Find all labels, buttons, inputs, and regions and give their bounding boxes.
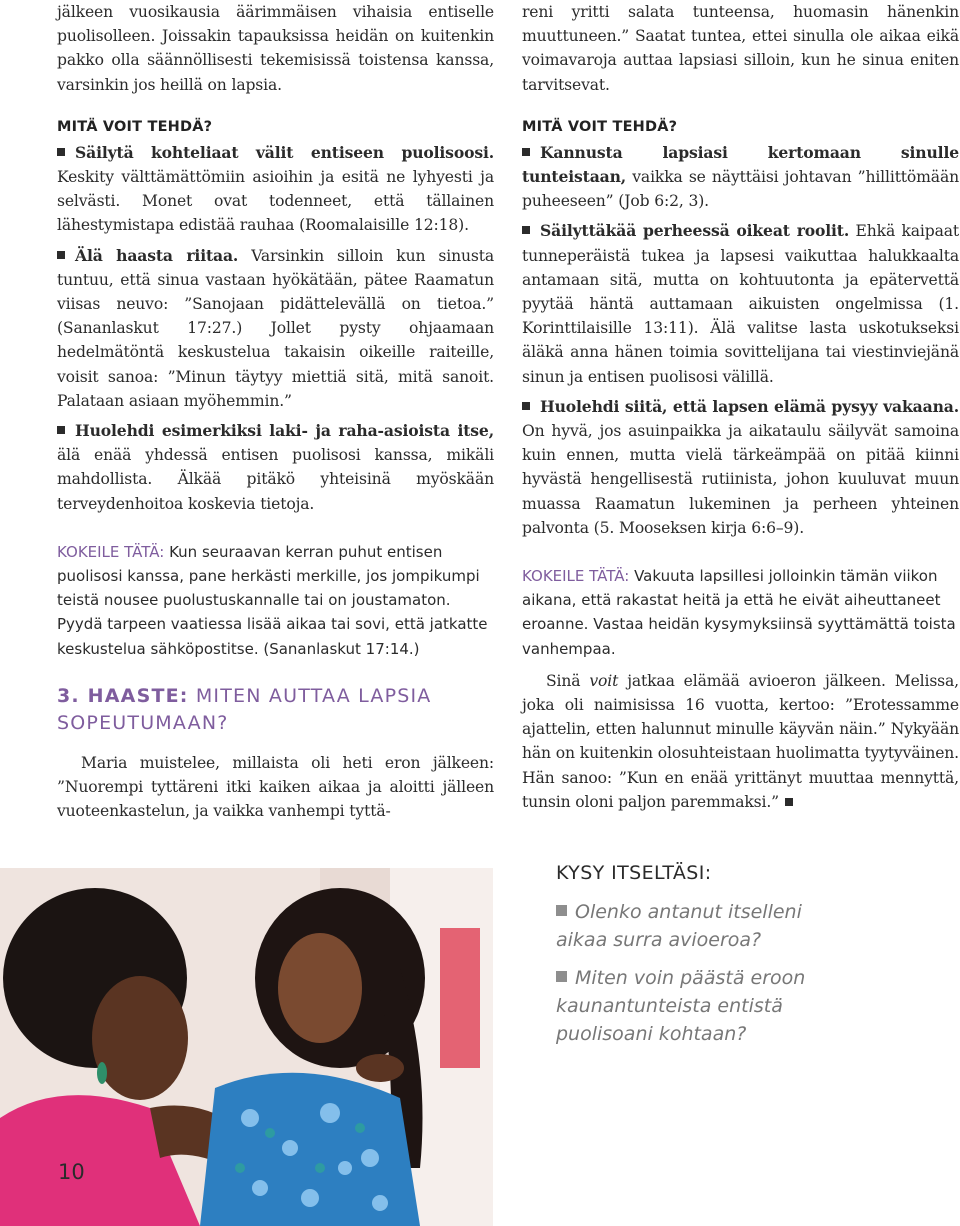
bullet-lead: Kannusta lapsiasi kertomaan sinulle tunteistaan,	[522, 142, 959, 187]
left-bullet-2	[57, 244, 494, 413]
right-bullet-2	[522, 219, 959, 388]
bullet-square-icon	[556, 905, 567, 916]
ask-question-1	[556, 898, 856, 954]
right-bullet-1	[522, 141, 959, 214]
page-number: 10	[58, 1160, 85, 1184]
closing-emphasis: voit	[589, 671, 619, 690]
closing-post: jatkaa elämää avioeron jälkeen. Melissa, joka oli naimisissa 16 vuotta, kertoo: ”Erotessamme ajattelin, etten halunnut minulle käyvän näin.” Nykyään hän on kuitenkin olosuhteistaan huolimatta tyytyväinen. Hän sanoo: ”Kun en enää yrittänyt muuttaa mennyttä, tunsin oloni paljon paremmaksi.”	[522, 671, 959, 811]
maria-paragraph: Maria muistelee, millaista oli heti eron jälkeen: ”Nuorempi tyttäreni itki kaiken aikaa ja aloitti jälleen vuoteenkastelun, ja vaikka vanhempi tyttä-	[57, 753, 494, 821]
right-try-this-box	[522, 564, 959, 661]
left-column	[57, 0, 494, 823]
left-intro-paragraph: jälkeen vuosikausia äärimmäisen vihaisia entiselle puolisolleen. Joissakin tapauksissa heidän on kuitenkin pakko olla säännöllisesti tekemisissä toistensa kanssa, varsinkin jos heillä on lapsia.	[57, 3, 494, 94]
bullet-text: On hyvä, jos asuinpaikka ja aikataulu säilyvät samoina kuin ennen, mutta vielä tärkeämpää on pitää kiinni hyvästä hengellisestä rutiinista, johon kuuluvat muun muassa Raamatun lukeminen ja perheen yhteinen palvonta (5. Mooseksen kirja 6:6–9).	[522, 422, 959, 537]
bullet-lead: Huolehdi esimerkiksi laki- ja raha-asioista itse,	[75, 421, 494, 441]
challenge-heading	[57, 683, 494, 737]
bullet-square-icon	[556, 971, 567, 982]
ask-yourself-title: KYSY ITSELTÄSI:	[556, 862, 712, 884]
challenge-number: 3. HAASTE:	[57, 684, 189, 707]
bullet-text: Varsinkin silloin kun sinusta tuntuu, että sinua vastaan hyökätään, pätee Raamatun viisas neuvo: ”Sanojaan pidättelevällä on tietoa.” (Sananlaskut 17:27.) Jollet pysty ohjaamaan hedelmätöntä keskustelua takaisin oikeille raiteille, voisit sanoa: ”Minun täytyy miettiä sitä, mitä sanoit. Palataan asiaan myöhemmin.”	[57, 246, 494, 410]
bullet-square-icon	[57, 251, 65, 259]
bullet-text: Keskity välttämättömiin asioihin ja esitä ne lyhyesti ja selvästi. Monet ovat todenneet, että tällainen lähestymistapa edistää rauhaa (Roomalaisille 12:18).	[57, 168, 494, 235]
bullet-lead: Säilyttäkää perheessä oikeat roolit.	[540, 221, 850, 241]
left-section-heading: MITÄ VOIT TEHDÄ?	[57, 118, 213, 135]
try-this-label: KOKEILE TÄTÄ:	[522, 567, 630, 586]
challenge-title: MITEN AUTTAA LAPSIA SOPEUTUMAAN?	[57, 684, 432, 734]
right-bullet-3	[522, 395, 959, 540]
bullet-text: älä enää yhdessä entisen puolisosi kanssa, mikäli mahdollista. Älkää pitäkö yhteisinä myöskään terveydenhoitoa koskevia tietoja.	[57, 446, 494, 513]
closing-pre: Sinä	[546, 671, 590, 690]
left-bullet-3	[57, 419, 494, 516]
bullet-square-icon	[522, 148, 530, 156]
bullet-square-icon	[57, 148, 65, 156]
ask-question-2	[556, 964, 856, 1048]
ask-yourself-box	[556, 862, 856, 1058]
ask-question-text: Miten voin päästä eroon kaunantunteista entistä puolisoani kohtaan?	[556, 967, 806, 1045]
ask-question-text: Olenko antanut itselleni aikaa surra avioeroa?	[556, 901, 802, 951]
left-bullet-1	[57, 141, 494, 238]
bullet-text: vaikka se näyttäisi johtavan ”hillittömään puheeseen” (Job 6:2, 3).	[522, 168, 959, 211]
try-this-label: KOKEILE TÄTÄ:	[57, 542, 165, 561]
right-intro-paragraph: reni yritti salata tunteensa, huomasin hänenkin muuttuneen.” Saatat tuntea, ettei sinulla ole aikaa eikä voimavaroja auttaa lapsiasi silloin, kun he sinua eniten tarvitsevat.	[522, 3, 959, 94]
bullet-lead: Älä haasta riitaa.	[75, 245, 239, 265]
right-section-heading: MITÄ VOIT TEHDÄ?	[522, 118, 678, 135]
bullet-square-icon	[522, 226, 530, 234]
end-mark-icon	[785, 798, 793, 806]
bullet-square-icon	[57, 426, 65, 434]
try-this-text: Kun seuraavan kerran puhut entisen puolisosi kanssa, pane herkästi merkille, jos jompikumpi teistä nousee puolustuskannalle tai on joustamaton. Pyydä tarpeen vaatiessa lisää aikaa tai sovi, että jatkatte keskustelua sähköpostitse. (Sananlaskut 17:14.)	[57, 542, 488, 658]
melissa-paragraph	[522, 669, 959, 814]
right-column	[522, 0, 959, 814]
bullet-lead: Huolehdi siitä, että lapsen elämä pysyy vakaana.	[540, 396, 959, 416]
bullet-square-icon	[522, 402, 530, 410]
left-try-this-box	[57, 540, 494, 661]
bullet-lead: Säilytä kohteliaat välit entiseen puolisoosi.	[75, 142, 494, 162]
try-this-text: Vakuuta lapsillesi jolloinkin tämän viikon aikana, että rakastat heitä ja että he eivät aiheuttaneet eroanne. Vastaa heidän kysymyksiinsä syyttämättä toista vanhempaa.	[522, 567, 956, 658]
bullet-text: Ehkä kaipaat tunneperäistä tukea ja lapsesi vaikuttaa halukkaalta antamaan sitä, mutta on kohtuutonta ja epätervettä pyytää häntä auttamaan aikuisten ongelmissa (1. Korinttilaisille 13:11). Älä valitse lasta uskotukseksi äläkä anna hänen toimia sovittelijana tai viestinviejänä sinun ja entisen puolisosi välillä.	[522, 222, 959, 386]
